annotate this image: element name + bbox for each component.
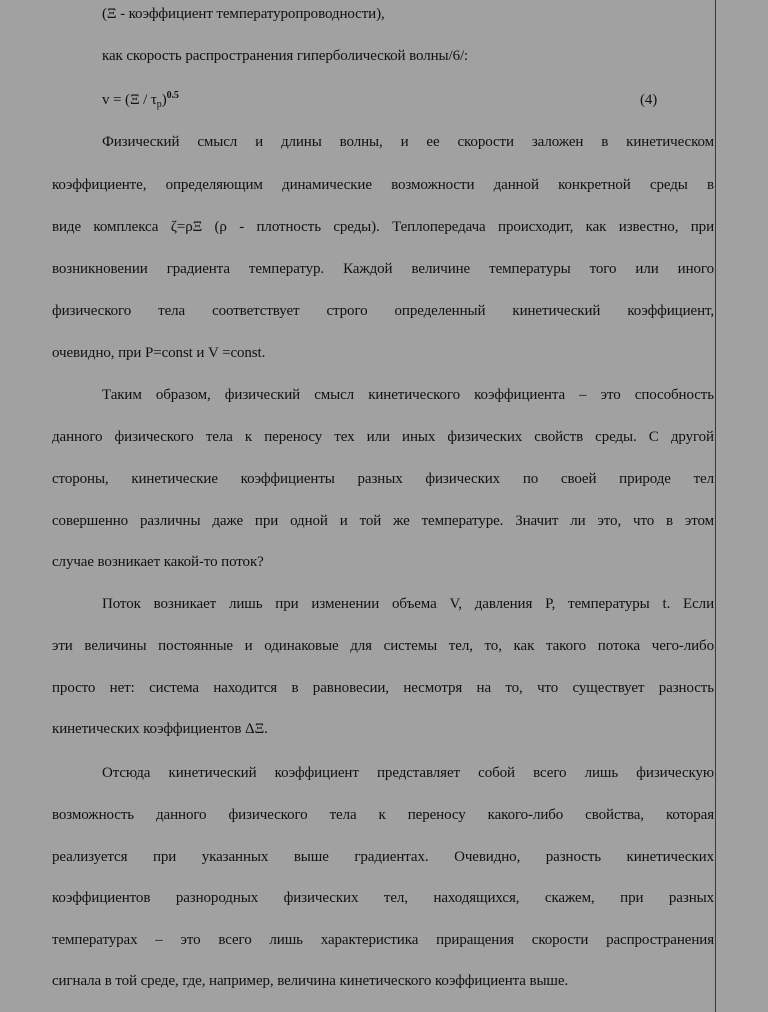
text-line: виде комплекса ζ=ρΞ (ρ - плотность среды). Теплопередача происходит, как известно, при bbox=[52, 219, 714, 235]
text-line: реализуется при указанных выше градиентах. Очевидно, разность кинетических bbox=[52, 849, 714, 865]
equation-subscript: p bbox=[156, 99, 162, 110]
equation-number: (4) bbox=[640, 92, 658, 108]
page-edge-divider bbox=[715, 0, 716, 1012]
equation-4 bbox=[52, 90, 714, 110]
text-line: физического тела соответствует строго определенный кинетический коэффициент, bbox=[52, 303, 714, 319]
text-line: кинетических коэффициентов ΔΞ. bbox=[52, 721, 268, 737]
text-line: возникновении градиента температур. Каждой величине температуры того или иного bbox=[52, 261, 714, 277]
text-line: как скорость распространения гиперболической волны/6/: bbox=[102, 48, 469, 64]
text-line: Поток возникает лишь при изменении объема V, давления P, температуры t. Если bbox=[102, 596, 714, 612]
text-line: Таким образом, физический смысл кинетического коэффициента – это способность bbox=[102, 387, 714, 403]
text-line: сигнала в той среде, где, например, величина кинетического коэффициента выше. bbox=[52, 973, 569, 989]
text-line: коэффициенте, определяющим динамические возможности данной конкретной среды в bbox=[52, 177, 714, 193]
text-line: просто нет: система находится в равновесии, несмотря на то, что существует разность bbox=[52, 680, 714, 696]
equation-lhs: v = (Ξ / τ bbox=[102, 92, 157, 108]
text-line: коэффициентов разнородных физических тел, находящихся, скажем, при разных bbox=[52, 890, 714, 906]
text-line: стороны, кинетические коэффициенты разных физических по своей природе тел bbox=[52, 471, 714, 487]
text-line: Физический смысл и длины волны, и ее скорости заложен в кинетическом bbox=[102, 134, 714, 150]
text-line: Отсюда кинетический коэффициент представляет собой всего лишь физическую bbox=[102, 765, 714, 781]
text-line: случае возникает какой-то поток? bbox=[52, 554, 264, 570]
text-line: данного физического тела к переносу тех или иных физических свойств среды. С другой bbox=[52, 429, 714, 445]
text-line: эти величины постоянные и одинаковые для системы тел, то, как такого потока чего-либо bbox=[52, 638, 714, 654]
equation-close: ) bbox=[161, 92, 167, 108]
text-line: совершенно различны даже при одной и той же температуре. Значит ли это, что в этом bbox=[52, 513, 714, 529]
text-line: температурах – это всего лишь характеристика приращения скорости распространения bbox=[52, 932, 714, 948]
text-line: возможность данного физического тела к переносу какого-либо свойства, которая bbox=[52, 807, 714, 823]
text-line: (Ξ - коэффициент температуропроводности), bbox=[102, 6, 385, 22]
text-line: очевидно, при P=const и V =const. bbox=[52, 345, 266, 361]
equation-exponent: 0.5 bbox=[166, 90, 179, 101]
